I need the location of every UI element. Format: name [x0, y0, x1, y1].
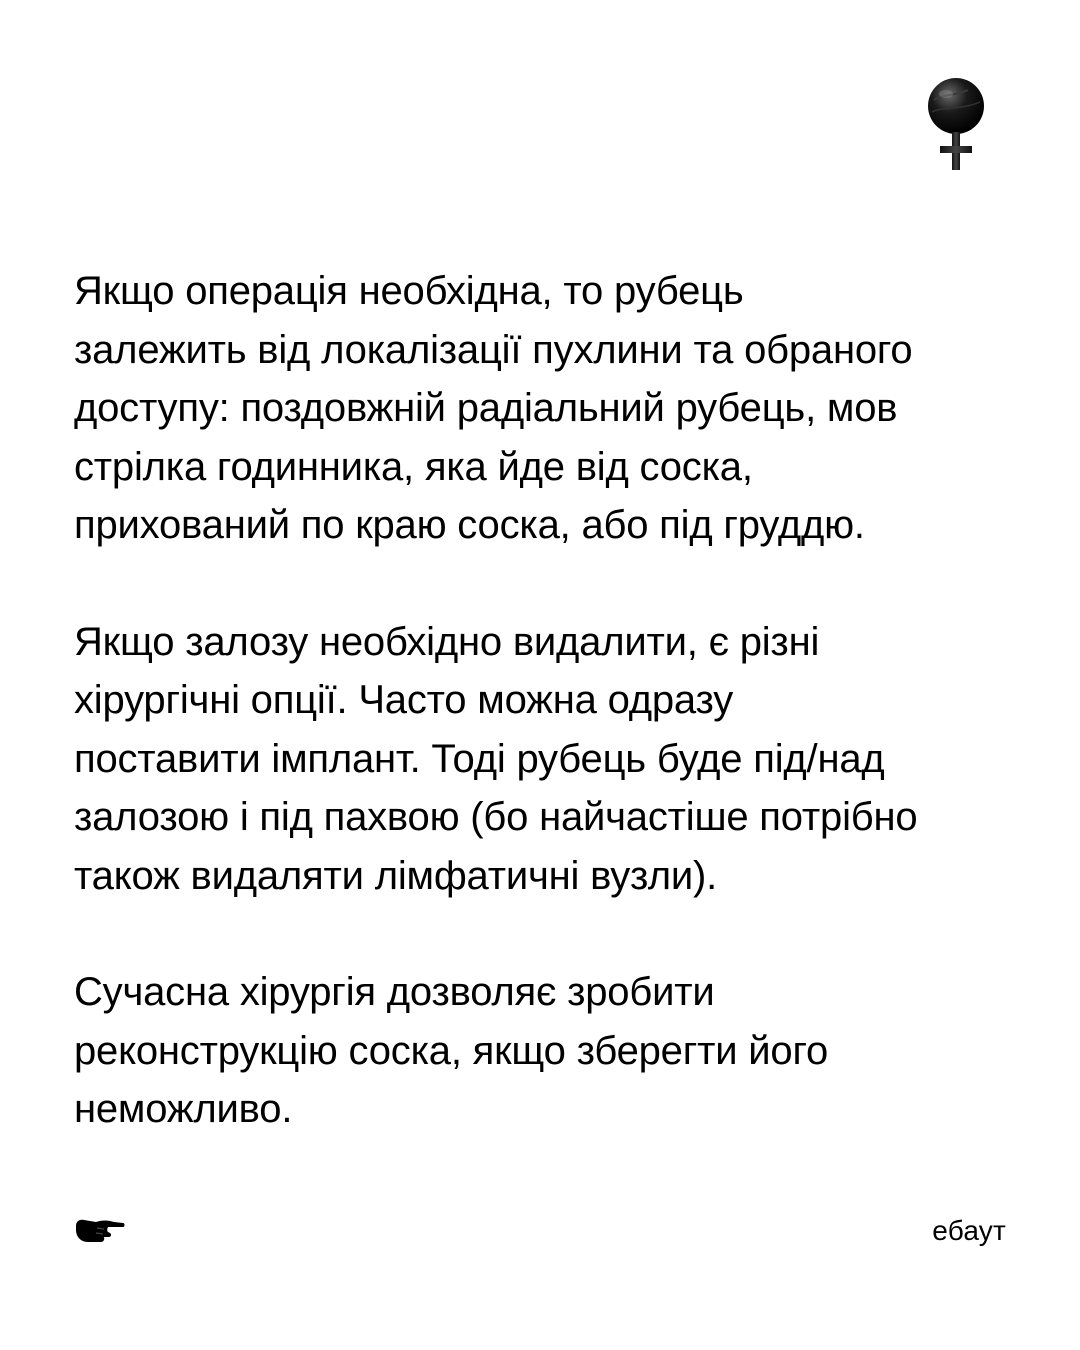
- text-line: поставити імплант. Тоді рубець буде під/над: [74, 736, 885, 781]
- text-line: доступу: поздовжній радіальний рубець, мов: [74, 386, 898, 430]
- venus-symbol-icon: [922, 76, 990, 172]
- paragraph-surgical-options: [74, 613, 1014, 906]
- text-line: залозою і під пахвою (бо найчастіше потрібно: [74, 795, 918, 839]
- footer: [74, 1208, 1006, 1252]
- text-line: прихований по краю соска, або під груддю.: [74, 503, 865, 547]
- text-line: хірургічні опції. Часто можна одразу: [74, 678, 734, 722]
- paragraph-scar-location: [74, 262, 1014, 555]
- pointing-hand-icon: [74, 1214, 126, 1246]
- text-line: Якщо операція необхідна, то рубець: [74, 269, 744, 313]
- article-body: [74, 262, 1014, 1197]
- brand-name: ебаут: [932, 1215, 1006, 1246]
- paragraph-reconstruction: [74, 963, 1014, 1139]
- text-line: неможливо.: [74, 1087, 293, 1131]
- text-line: залежить від локалізації пухлини та обраного: [74, 327, 913, 372]
- text-line: стрілка годинника, яка йде від соска,: [74, 444, 753, 489]
- text-line: реконструкцію соска, якщо зберегти його: [74, 1028, 829, 1073]
- text-line: також видаляти лімфатичні вузли).: [74, 853, 718, 898]
- text-line: Сучасна хірургія дозволяє зробити: [74, 970, 715, 1014]
- text-line: Якщо залозу необхідно видалити, є різні: [74, 619, 820, 664]
